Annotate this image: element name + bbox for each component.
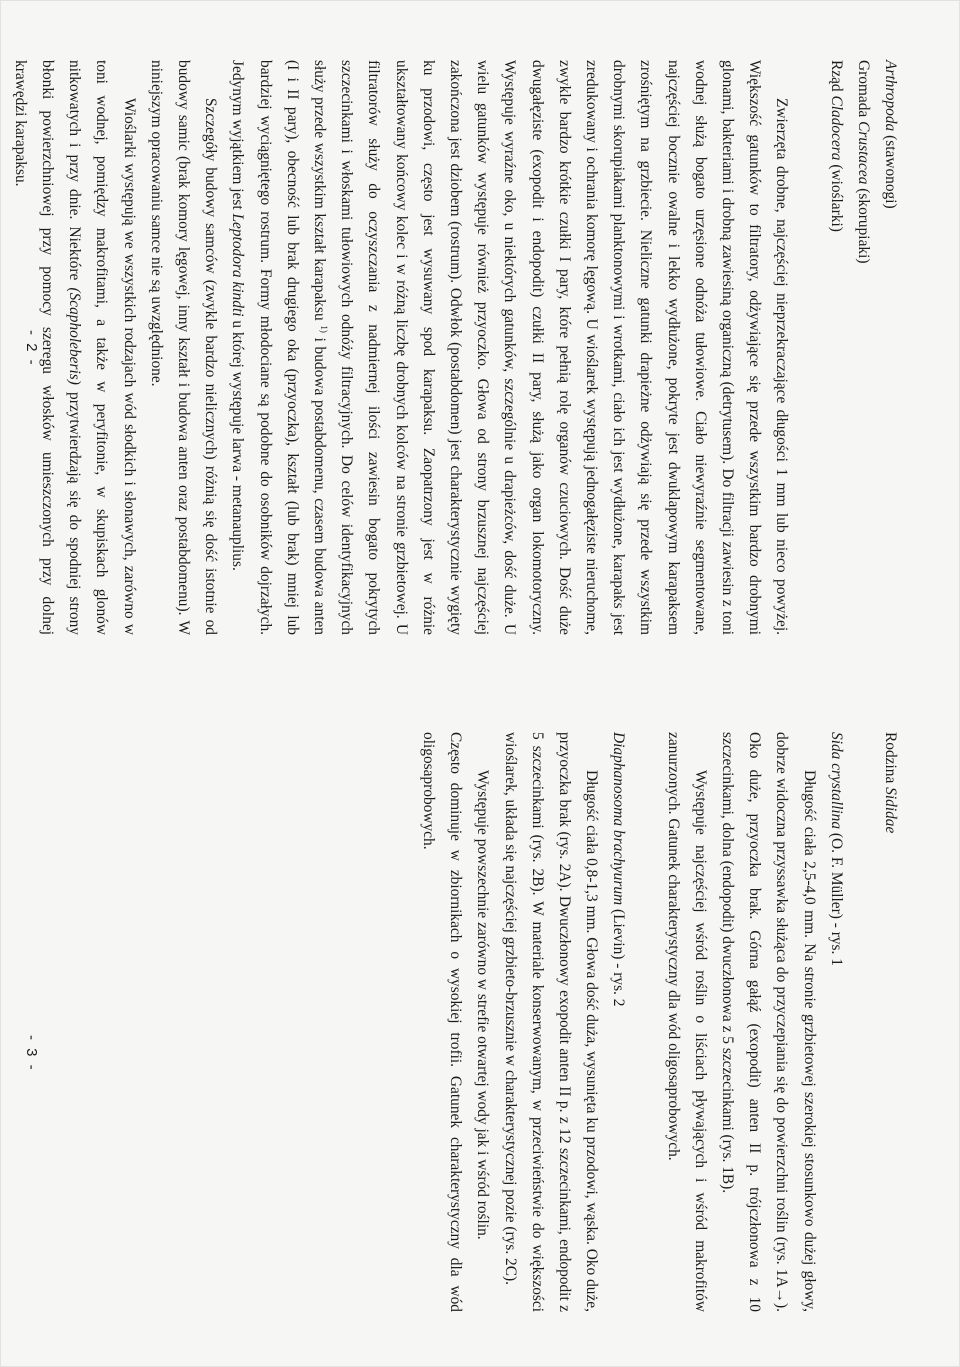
page-number-right: - 3 - <box>23 1035 40 1072</box>
sida-description: Długość ciała 2,5-4,0 mm. Na stronie grzbietowej szerokiej stosunkowo dużej głowy, dobrze widoczna przyssawka służąca do przyczepiania się do powierzchni roślin (rys. 1A→). Oko duże, przyoczka brak. Górna gałąź (exopodit) anten II p. trójczłonowa z 10 szczecinkami, dolna (endopodit) dwuczłonowa z 5 szczecinkami (rys. 1B). <box>718 732 818 1312</box>
taxonomy-phylum: Arthropoda (stawonogi) <box>882 60 899 209</box>
diaphanosoma-heading: Diaphanosoma brachyurum (Lievin) - rys. 2 <box>610 732 628 1007</box>
footnote-ref: 1) <box>319 325 330 333</box>
habitat-paragraph: Wioślarki występują we wszystkich rodzajach wód słodkich i słonawych, zarówno w toni wodnej, pomiędzy makrofitami, a także w peryfitonie, w skupiskach glonów nitkowatych i przy dnie. Niektóre (Scapholeberis) przytwierdzają się do spodniej strony błonki powierzchniowej przy pomocy szeregu włosków umieszczonych przy dolnej krawędzi karapaksu. <box>11 60 138 635</box>
family-heading: Rodzina Sididae <box>882 732 899 834</box>
intro-paragraph: Zwierzęta drobne, najczęściej nieprzekraczające długości 1 mm lub nieco powyżej. Większość gatunków to filtratory, odżywiające się przede wszystkim bardzo drobnymi glonami, bakteriami i drobną zawiesiną organiczną (detrytusem). Do filtracji zawiesin z toni wodnej służą bogato urzęsione odnóża tułowiowe. Ciało niewyraźnie segmentowane, najczęściej bocznie owalne i lekko wydłużone, pokryte jest dwuklapowym karapaksem zrośniętym na grzbiecie. Nieliczne gatunki drapieżne odżywiają się przede wszystkim drobnymi skorupiakami planktonowymi i wrotkami, ciało ich jest wydłużone, karapaks jest zredukowany i ochrania komorę lęgową. U wioślarek występują jednogałęziste nieruchome, zwykle bardzo krótkie czułki I pary, które pełnią rolę organów czuciowych. Dość duże dwugałęziste (exopodit i endopodit) czułki II pary, służą jako organ lokomotoryczny. Występuje wyraźne oko, u niektórych gatunków, szczególnie u drapieżców, dość duże. U wielu gatunków występuje również przyoczko. Głowa od strony brzusznej najczęściej zakończona jest dziobem (rostrum). Odwłok (postabdomen) jest charakterystycznie wygięty ku przodowi, często jest wysuwany spod karapaksu. Zaopatrzony jest w różnie ukształtowany końcowy kolec i w różną liczbę drobnych kolców na stronie grzbietowej. U filtratorów służy do oczyszczania z nadmiernej ilości zawiesin bogato pokrytych szczecinkami i włoskami tułowiowych odnóży filtracyjnych. Do celów identyfikacyjnych służy przede wszystkim kształt karapaksu $^{1)}$ i budowa postabdomenu, czasem budowa anten (I i II pary), obecność lub brak drugiego oka (przyoczka), kształt (lub brak) mniej lub bardziej wyciągniętego rostrum. Formy młodociane są podobne do osobników dojrzałych. Jedynym wyjątkiem jest Leptodora kindti u której występuje larwa - metanauplius. <box>229 60 791 635</box>
diaphanosoma-habitat: Występuje powszechnie zarówno w strefie otwartej wody jak i wśród roślin. <box>474 770 492 1240</box>
taxonomy-order: Rząd Cladocera (wioślarki) <box>827 60 845 232</box>
page-number-left: - 2 - <box>23 330 40 367</box>
diaphanosoma-trophy: Często dominuje w zbiornikach o wysokiej trofii. Gatunek charakterystyczny dla wód oligosaprobowych. <box>419 732 465 1312</box>
diaphanosoma-description: Długość ciała 0,8-1,3 mm. Głowa dość duża, wysunięta ku przodowi, wąska. Oko duże, przyoczka brak (rys. 2A). Dwuczłonowy exopodit anten II p. z 12 szczecinkami, endopodit z 5 szczecinkami (rys. 2B). W materiale konserwowanym, w przeciwieństwie do większości wioślarek, układa się najczęściej grzbieto-brzusznie w charakterystycznej pozie (rys. 2C). <box>501 732 601 1312</box>
taxonomy-class: Gromada Crustacea (skorupiaki) <box>854 60 872 264</box>
right-page <box>415 732 904 1312</box>
males-paragraph: Szczegóły budowy samców (zwykle bardzo nielicznych) różnią się dość istotnie od budowy samic (brak komory lęgowej, inny kształt i budowa anten oraz postabdomenu). W niniejszym opracowaniu samce nie są uwzględnione. <box>147 60 220 635</box>
sida-habitat: Występuje najczęściej wśród roślin o liściach pływających i wśród makrofitów zanurzonych. Gatunek charakterystyczny dla wód oligosaprobowych. <box>664 732 709 1312</box>
left-page <box>0 60 904 635</box>
scapholeberis-name: (Scapholeberis) <box>66 287 84 385</box>
leptodora-name: Leptodora kindti <box>229 213 247 317</box>
sida-heading: Sida crystallina (O. F. Müller) - rys. 1 <box>827 732 845 966</box>
